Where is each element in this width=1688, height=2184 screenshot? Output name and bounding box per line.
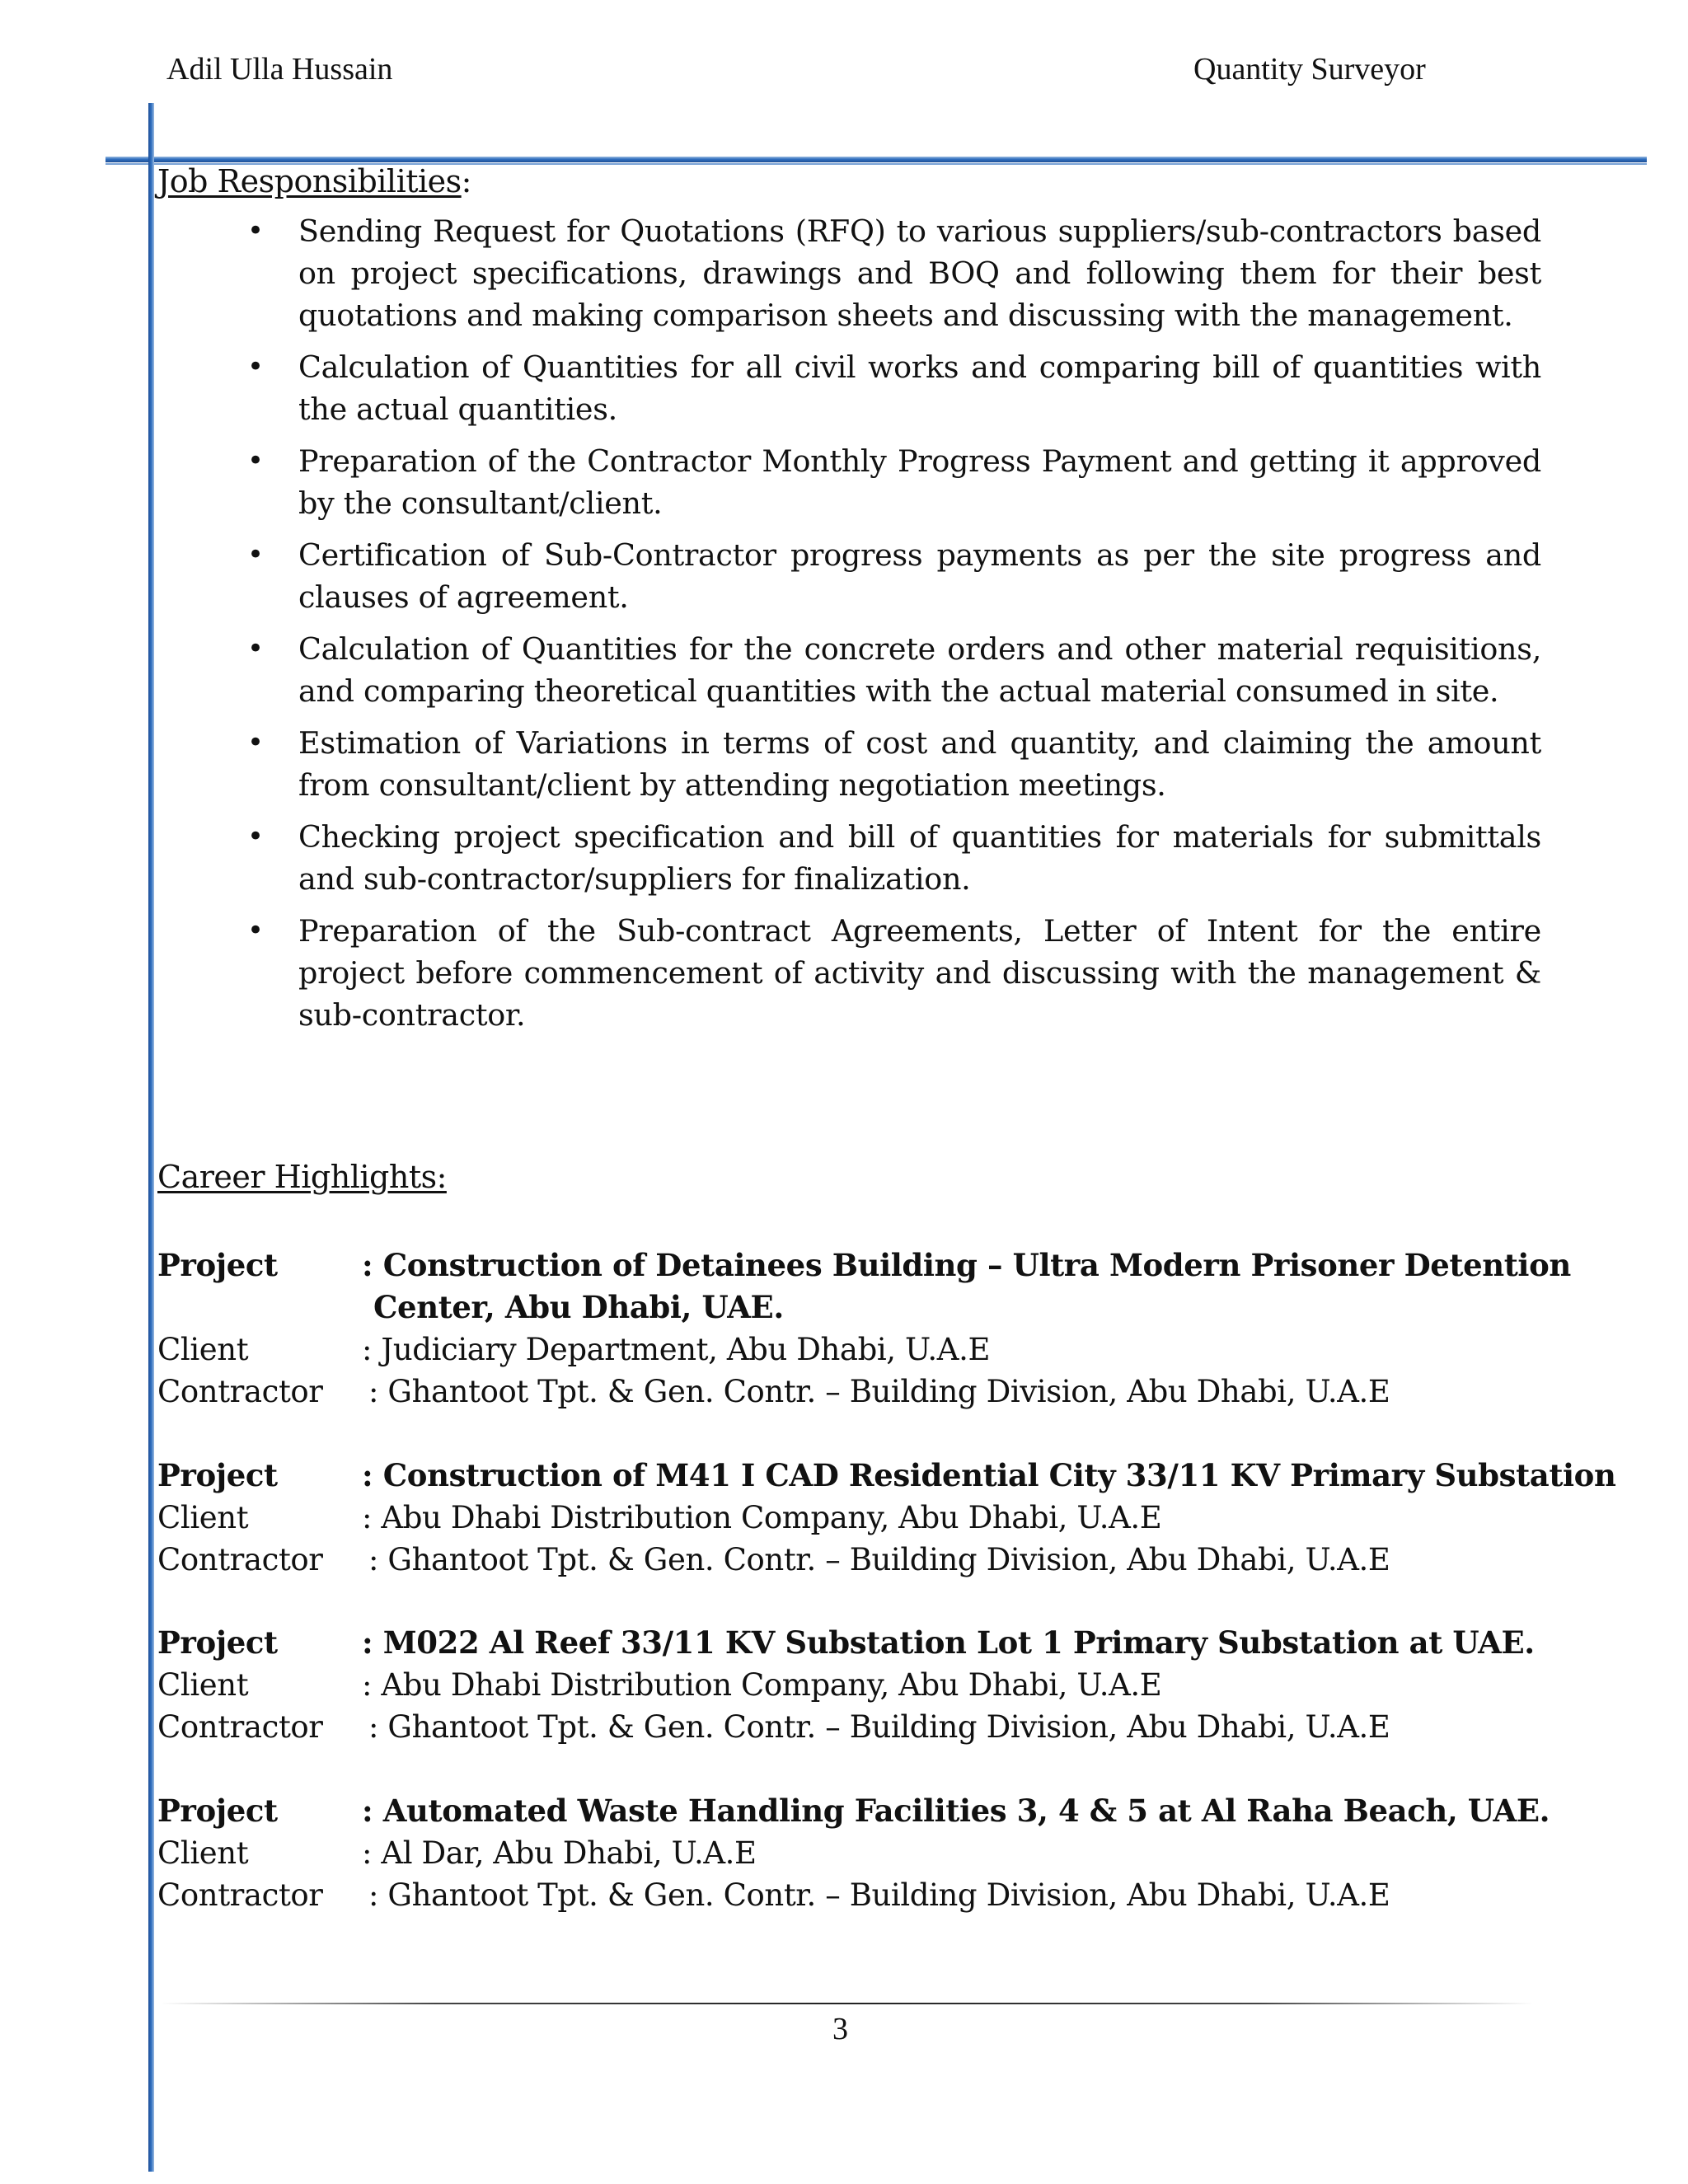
left-margin-rule xyxy=(148,103,154,2172)
contractor-row xyxy=(157,1539,1559,1581)
project-row xyxy=(157,1622,1559,1664)
client-row xyxy=(157,1329,1559,1371)
bullet-icon: • xyxy=(247,214,264,247)
list-item-text: Preparation of the Contractor Monthly Progress Payment and getting it approved by the consultant/client. xyxy=(298,443,1541,521)
header-job-title: Quantity Surveyor xyxy=(1193,52,1426,87)
contractor-row xyxy=(157,1371,1559,1413)
footer-rule xyxy=(161,2003,1533,2004)
client-row xyxy=(157,1497,1559,1539)
list-item-text: Calculation of Quantities for all civil works and comparing bill of quantities with the actual quantities. xyxy=(298,349,1541,427)
list-item-text: Preparation of the Sub-contract Agreements, Letter of Intent for the entire project before commencement of activity and discussing with the management & sub-contractor. xyxy=(298,913,1541,1033)
project-label: Project xyxy=(157,1457,278,1493)
bullet-icon: • xyxy=(247,350,264,383)
project-entry xyxy=(157,1622,1559,1748)
header-rule xyxy=(106,157,1647,162)
contractor-label: Contractor xyxy=(157,1542,323,1577)
contractor-row xyxy=(157,1874,1559,1916)
list-item xyxy=(247,210,1541,336)
project-name: : Construction of Detainees Building – Ultra Modern Prisoner Detention xyxy=(362,1247,1571,1283)
list-item xyxy=(247,346,1541,430)
job-responsibilities-heading xyxy=(157,163,471,199)
job-responsibilities-heading-colon: : xyxy=(461,163,471,199)
project-entry xyxy=(157,1244,1571,1413)
list-item-text: Certification of Sub-Contractor progress payments as per the site progress and clauses of agreement. xyxy=(298,537,1541,615)
list-item-text: Sending Request for Quotations (RFQ) to various suppliers/sub-contractors based on project specifications, drawings and BOQ and following them for their best quotations and making comparison sheets and discussing with the management. xyxy=(298,213,1541,333)
client-label: Client xyxy=(157,1667,249,1703)
contractor-label: Contractor xyxy=(157,1709,323,1745)
client-label: Client xyxy=(157,1500,249,1535)
project-label: Project xyxy=(157,1624,278,1661)
project-entry xyxy=(157,1455,1616,1581)
contractor-name: : Ghantoot Tpt. & Gen. Contr. – Building Division, Abu Dhabi, U.A.E xyxy=(368,1542,1390,1577)
contractor-name: : Ghantoot Tpt. & Gen. Contr. – Building Division, Abu Dhabi, U.A.E xyxy=(368,1374,1390,1409)
list-item-text: Calculation of Quantities for the concrete orders and other material requisitions, and comparing theoretical quantities with the actual material consumed in site. xyxy=(298,631,1541,709)
list-item xyxy=(247,722,1541,806)
bullet-icon: • xyxy=(247,820,264,853)
project-name: : M022 Al Reef 33/11 KV Substation Lot 1 Primary Substation at UAE. xyxy=(362,1624,1535,1661)
contractor-name: : Ghantoot Tpt. & Gen. Contr. – Building Division, Abu Dhabi, U.A.E xyxy=(368,1877,1390,1913)
client-name: : Abu Dhabi Distribution Company, Abu Dhabi, U.A.E xyxy=(362,1667,1162,1703)
project-label: Project xyxy=(157,1247,278,1283)
project-entry xyxy=(157,1790,1559,1916)
header-name: Adil Ulla Hussain xyxy=(166,52,393,87)
contractor-row xyxy=(157,1706,1559,1748)
bullet-icon: • xyxy=(247,444,264,477)
project-name-continued: Center, Abu Dhabi, UAE. xyxy=(373,1289,784,1325)
list-item xyxy=(247,534,1541,618)
client-name: : Al Dar, Abu Dhabi, U.A.E xyxy=(362,1835,757,1871)
project-name: : Construction of M41 I CAD Residential City 33/11 KV Primary Substation xyxy=(362,1457,1616,1493)
list-item xyxy=(247,628,1541,712)
job-responsibilities-heading-text: Job Responsibilities xyxy=(157,163,462,199)
client-label: Client xyxy=(157,1332,249,1367)
project-name: : Automated Waste Handling Facilities 3, 4 & 5 at Al Raha Beach, UAE. xyxy=(362,1793,1550,1829)
page-number: 3 xyxy=(832,2012,848,2046)
project-row xyxy=(157,1790,1559,1832)
bullet-icon: • xyxy=(247,538,264,571)
bullet-icon: • xyxy=(247,726,264,759)
list-item-text: Estimation of Variations in terms of cost and quantity, and claiming the amount from consultant/client by attending negotiation meetings. xyxy=(298,725,1541,803)
contractor-label: Contractor xyxy=(157,1877,323,1913)
client-name: : Abu Dhabi Distribution Company, Abu Dhabi, U.A.E xyxy=(362,1500,1162,1535)
project-label: Project xyxy=(157,1793,278,1829)
project-row xyxy=(157,1244,1571,1286)
contractor-name: : Ghantoot Tpt. & Gen. Contr. – Building Division, Abu Dhabi, U.A.E xyxy=(368,1709,1390,1745)
list-item xyxy=(247,440,1541,524)
list-item xyxy=(247,910,1541,1036)
list-item-text: Checking project specification and bill of quantities for materials for submittals and sub-contractor/suppliers for finalization. xyxy=(298,819,1541,897)
client-label: Client xyxy=(157,1835,249,1871)
bullet-icon: • xyxy=(247,632,264,665)
client-name: : Judiciary Department, Abu Dhabi, U.A.E xyxy=(362,1332,991,1367)
contractor-label: Contractor xyxy=(157,1374,323,1409)
project-row xyxy=(157,1455,1616,1497)
job-responsibilities-list xyxy=(247,210,1541,1046)
client-row xyxy=(157,1832,1559,1874)
project-row-continued xyxy=(157,1286,1559,1329)
career-highlights-heading: Career Highlights: xyxy=(157,1159,447,1195)
bullet-icon: • xyxy=(247,914,264,947)
client-row xyxy=(157,1664,1559,1706)
list-item xyxy=(247,816,1541,900)
